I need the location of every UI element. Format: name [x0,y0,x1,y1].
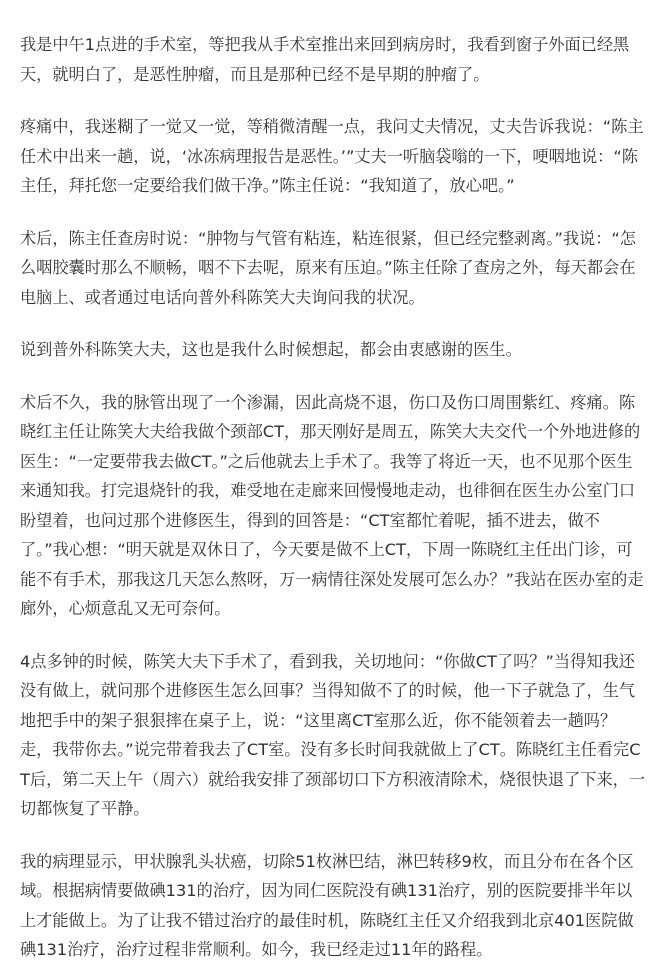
paragraph-post-op-leak: 术后不久，我的脉管出现了一个渗漏，因此高烧不退，伤口及伤口周围紫红、疼痛。陈晓红主任让陈笑大夫给我做个颈部CT，那天刚好是周五，陈笑大夫交代一个外地进修的医生：“一定要带我去做CT。”之后他就去上手术了。我等了将近一天，也不见那个医生来通知我。打完退烧针的我，难受地在走廊来回慢慢地走动，也徘徊在医生办公室门口盼望着，也问过那个进修医生，得到的回答是：“CT室都忙着呢，插不进去，做不了。”我心想：“明天就是双休日了，今天要是做不上CT，下周一陈晓红主任出门诊，可能不有手术，那我这几天怎么熬呀，万一病情往深处发展可怎么办？”我站在医办室的走廊外，心烦意乱又无可奈何。 [20,392,644,618]
paragraph-doctor-chen-xiao: 说到普外科陈笑大夫，这也是我什么时候想起，都会由衷感谢的医生。 [20,340,522,359]
paragraph-surgery-day: 我是中午1点进的手术室，等把我从手术室推出来回到病房时，我看到窗子外面已经黑天，就明白了，是恶性肿瘤，而且是那种已经不是早期的肿瘤了。 [20,35,630,84]
paragraph-iodine-treatment: 我的病理显示，甲状腺乳头状癌，切除51枚淋巴结，淋巴转移9枚，而且分布在各个区域。根据病情要做碘131的治疗，因为同仁医院没有碘131治疗，别的医院要排半年以上才能做上。为了让我不错过治疗的最佳时机，陈晓红主任又介绍我到北京401医院做碘131治疗，治疗过程非常顺利。如今，我已经走过11年的路程。 [20,851,634,959]
article-body [20,0,645,965]
paragraph-ward-round: 术后，陈主任查房时说：“肿物与气管有粘连，粘连很紧，但已经完整剥离。”我说：“怎么咽胶囊时那么不顺畅，咽不下去呢，原来有压迫。”陈主任除了查房之外，每天都会在电脑上、或者通过电话向普外科陈笑大夫询问我的状况。 [20,228,636,307]
paragraph-pathology-report: 疼痛中，我迷糊了一觉又一觉，等稍微清醒一点，我问丈夫情况，丈夫告诉我说：“陈主任术中出来一趟，说，‘冰冻病理报告是恶性。’”丈夫一听脑袋嗡的一下，哽咽地说：“陈主任，拜托您一定要给我们做干净。”陈主任说：“我知道了，放心吧。” [20,117,644,195]
paragraph-ct-scan: 4点多钟的时候，陈笑大夫下手术了，看到我，关切地问：“你做CT了吗？”当得知我还没有做上，就问那个进修医生怎么回事？当得知做不了的时候，他一下子就急了，生气地把手中的架子狠狠摔在桌子上，说：“这里离CT室那么近，你不能领着去一趟吗？走，我带你去。”说完带着我去了CT室。没有多长时间我就做上了CT。陈晓红主任看完CT后，第二天上午（周六）就给我安排了颈部切口下方积液清除术，烧很快退了下来，一切都恢复了平静。 [20,651,646,818]
